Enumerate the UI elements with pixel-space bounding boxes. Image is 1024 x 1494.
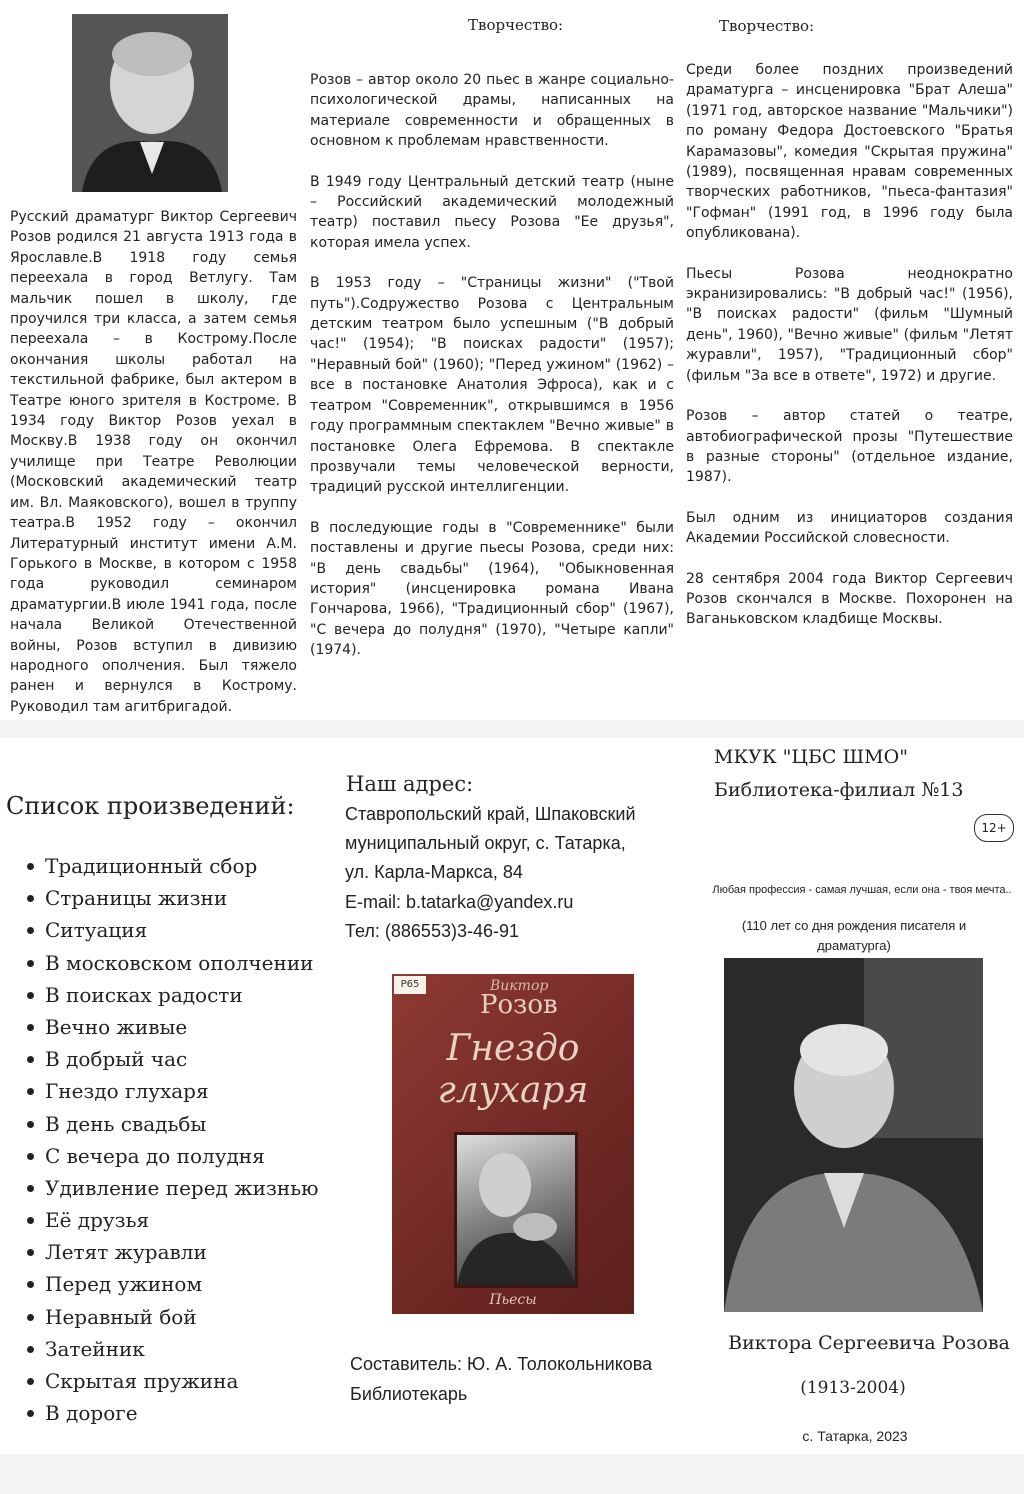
middle-column-text xyxy=(310,70,674,681)
book-title-line2: глухаря xyxy=(437,1070,589,1111)
bio-text: Русский драматург Виктор Сергеевич Розов родился 21 августа 1913 года в Ярославле.В 1918 году семья переехала в город Ветлугу. Там мальчик пошел в школу, где проучился три класса, а затем семья переехала – в Кострому.После окончания школы работал на текстильной фабрике, был актером в Театре юного зрителя в Костроме. В 1934 году Виктор Розов уехал в Москву.В 1938 году он окончил училище при Театре Революции (Московский академический театр им. Вл. Маяковского), вошел в труппу театра.В 1952 году – окончил Литературный институт имени А.М. Горького в Москве, в котором с 1958 года руководил семинаром драматургии.В июле 1941 года, после начала Великой Отечественной войны, Розов вступил в дивизию народного ополчения. Был тяжело ранен и вернулся в Кострому. Руководил там агитбригадой. xyxy=(10,209,297,715)
portrait-photo-cover xyxy=(724,958,983,1312)
middle-paragraph: В последующие годы в "Современнике" были поставлены и другие пьесы Розова, среди них: "В день свадьбы" (1964), "Обыкновенная история" (инсценировка романа Ивана Гончарова, 1966), "Традиционный сбор" (1967), "С вечера до полудня" (1970), "Четыре капли" (1974). xyxy=(310,519,674,659)
list-item: В поисках радости xyxy=(25,979,319,1011)
compiler-role: Библиотекарь xyxy=(350,1384,468,1404)
middle-paragraph: Розов – автор около 20 пьес в жанре социально-психологической драмы, написанных на материале современности и обращенных в основном к проблемам нравственности. xyxy=(310,72,674,150)
address-block xyxy=(345,800,685,946)
list-item: Вечно живые xyxy=(25,1011,319,1043)
list-item: В дороге xyxy=(25,1397,319,1429)
portrait-photo-top xyxy=(72,14,228,192)
list-item: В московском ополчении xyxy=(25,947,319,979)
org-name: МКУК "ЦБС ШМО" xyxy=(714,746,908,768)
library-sticker: Р65 xyxy=(394,976,426,994)
compiler-line: Составитель: Ю. А. Толокольникова xyxy=(350,1354,653,1374)
address-title: Наш адрес: xyxy=(346,772,474,796)
list-item: Неравный бой xyxy=(25,1301,319,1333)
book-cover-photo xyxy=(454,1132,578,1288)
list-item: Затейник xyxy=(25,1333,319,1365)
list-item: Перед ужином xyxy=(25,1268,319,1300)
motto: Любая профессия - самая лучшая, если она - твоя мечта.. xyxy=(712,884,1012,896)
book-title-line1: Гнездо xyxy=(446,1028,580,1069)
address-line: Ставропольский край, Шпаковский xyxy=(345,804,636,824)
phone-line: Тел: (886553)3-46-91 xyxy=(345,920,519,941)
library-branch: Библиотека-филиал №13 xyxy=(714,779,964,801)
cover-portrait-illustration xyxy=(457,1135,575,1285)
book-author-last: Розов xyxy=(480,990,558,1020)
brochure-page-inside xyxy=(0,0,1024,720)
book-author-first: Виктор xyxy=(490,978,549,994)
works-title: Список произведений: xyxy=(6,792,295,820)
list-item: Ситуация xyxy=(25,914,319,946)
book-subtitle: Пьесы xyxy=(489,1292,537,1308)
middle-paragraph: В 1949 году Центральный детский театр (ныне – Российский академический молодежный театр) поставил пьесу Розова "Ее друзья", которая имела успех. xyxy=(310,173,674,251)
list-item: В день свадьбы xyxy=(25,1108,319,1140)
right-column-text xyxy=(686,60,1013,650)
place-year: с. Татарка, 2023 xyxy=(802,1428,908,1444)
life-years: (1913-2004) xyxy=(800,1378,906,1398)
anniversary-note: (110 лет со дня рождения писателя и драматурга) xyxy=(741,918,967,953)
age-rating-badge: 12+ xyxy=(974,814,1014,842)
middle-column-heading: Творчество: xyxy=(468,16,564,34)
works-list xyxy=(25,850,319,1429)
book-cover xyxy=(392,974,634,1314)
list-item: С вечера до полудня xyxy=(25,1140,319,1172)
list-item: Её друзья xyxy=(25,1204,319,1236)
list-item: В добрый час xyxy=(25,1043,319,1075)
list-item: Скрытая пружина xyxy=(25,1365,319,1397)
right-paragraph: Розов – автор статей о театре, автобиографической прозы "Путешествие в разные стороны" (отдельное издание, 1987). xyxy=(686,408,1013,486)
list-item: Летят журавли xyxy=(25,1236,319,1268)
portrait-illustration xyxy=(72,14,228,192)
right-paragraph: Среди более поздних произведений драматурга – инсценировка "Брат Алеша" (1971 год, авторское название "Мальчики") по роману Федора Достоевского "Братья Карамазовы", комедия "Скрытая пружина" (1989), посвященная нравам современных творческих работников, "пьеса-фантазия" "Гофман" (1991 год, в 1996 году была опубликована). xyxy=(686,62,1013,242)
list-item: Удивление перед жизнью xyxy=(25,1172,319,1204)
brochure-page-cover xyxy=(0,738,1024,1454)
right-paragraph: Был одним из инициаторов создания Академии Российской словесности. xyxy=(686,509,1013,547)
writer-name: Виктора Сергеевича Розова xyxy=(728,1332,1010,1354)
middle-paragraph: В 1953 году – "Страницы жизни" ("Твой путь").Содружество Розова с Центральным детским театром было успешным ("В добрый час!" (1954); "В поисках радости" (1957); "Неравный бой" (1960); "Перед ужином" (1962) – все в постановке Анатолия Эфроса), как и с театром "Современник", открывшимся в 1956 году программным спектаклем "Вечно живые" в постановке Олега Ефремова. В спектакле прозвучали темы человеческой верности, традиций русской интеллигенции. xyxy=(310,275,674,496)
right-paragraph: 28 сентября 2004 года Виктор Сергеевич Розов скончался в Москве. Похоронен на Ваганьковском кладбище Москвы. xyxy=(686,570,1013,628)
list-item: Традиционный сбор xyxy=(25,850,319,882)
address-line: муниципальный округ, с. Татарка, xyxy=(345,833,626,854)
cover-portrait-illustration xyxy=(724,958,983,1312)
right-column-heading: Творчество: xyxy=(719,17,815,35)
email-line: E-mail: b.tatarka@yandex.ru xyxy=(345,891,574,912)
list-item: Гнездо глухаря xyxy=(25,1075,319,1107)
list-item: Страницы жизни xyxy=(25,882,319,914)
address-line: ул. Карла-Маркса, 84 xyxy=(345,862,523,883)
right-paragraph: Пьесы Розова неоднократно экранизировались: "В добрый час!" (1956), "В поисках радости" (фильм "Шумный день", 1960), "Вечно живые" (фильм "Летят журавли", 1957), "Традиционный сбор" (фильм "За все в ответе", 1972) и другие. xyxy=(686,265,1013,384)
